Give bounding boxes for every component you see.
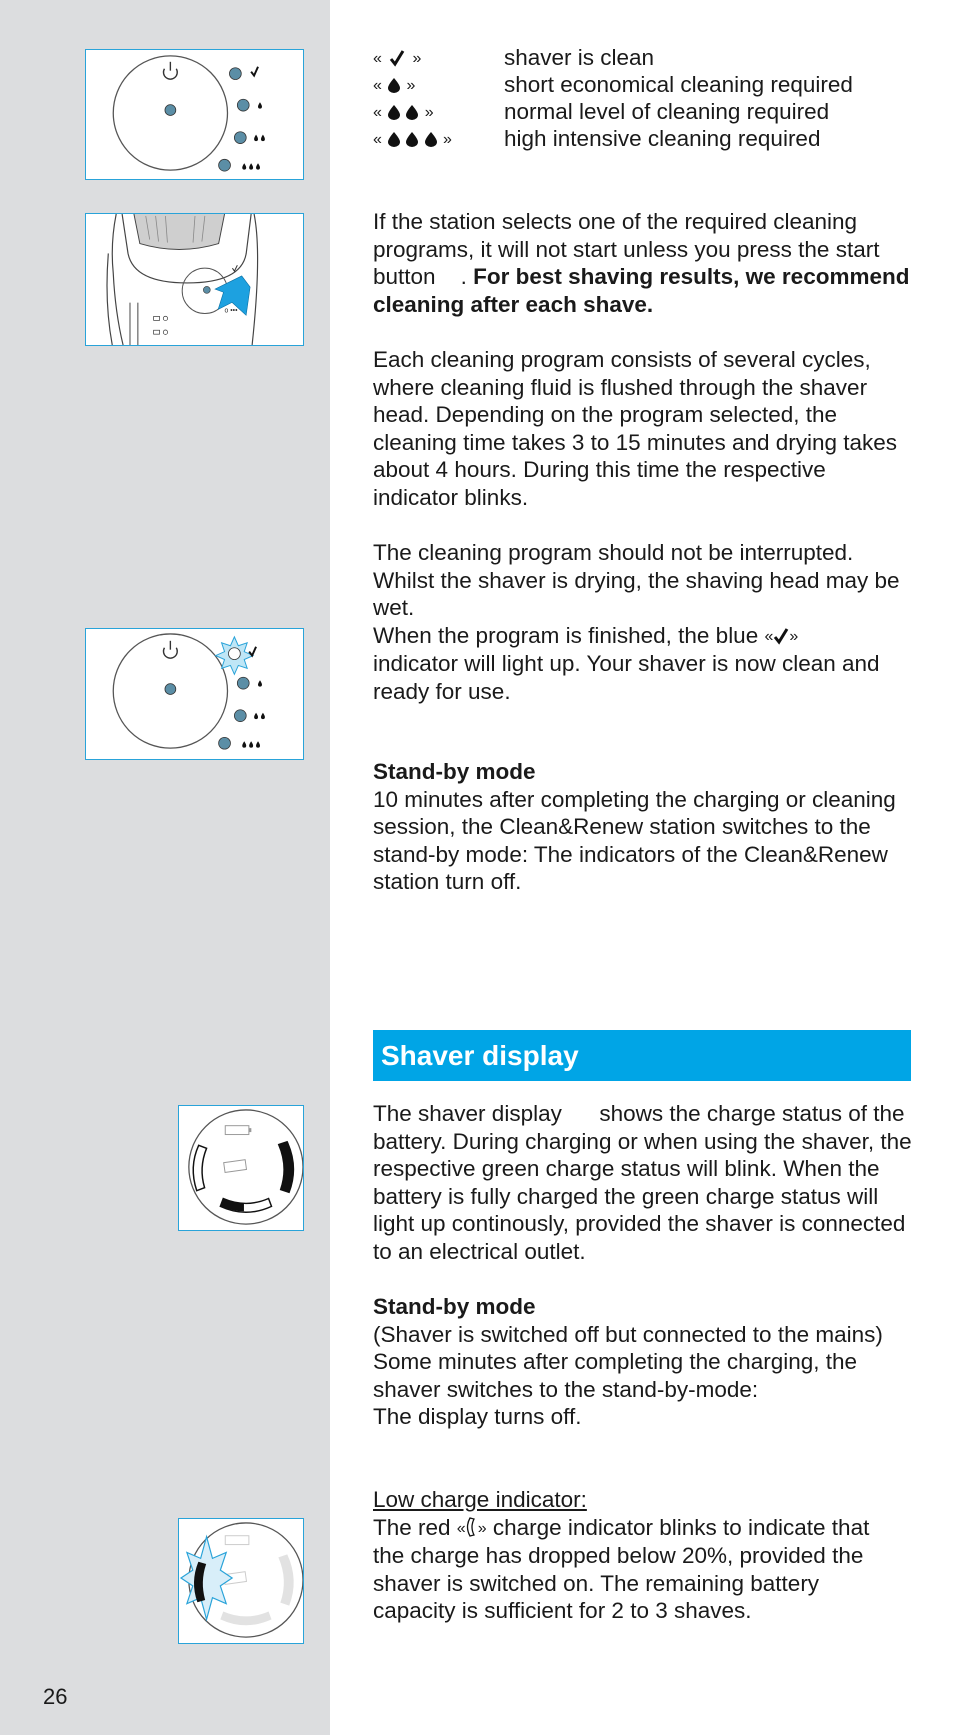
charge-segment-right — [278, 1141, 293, 1192]
standby-shaver-heading: Stand-by mode — [373, 1294, 536, 1319]
legend-symbol — [373, 125, 452, 154]
quote-close: » — [406, 77, 416, 94]
charge-segment-left — [193, 1145, 206, 1190]
low-charge-figure — [178, 1518, 304, 1644]
power-icon — [163, 641, 177, 658]
shaver-display-text: The shaver display — [373, 1101, 562, 1126]
cleaning-recommendation: For best shaving results, we recommend cleaning after each shave. — [373, 264, 910, 317]
legend-symbol — [373, 98, 434, 127]
standby-shaver-line2: Some minutes after completing the charging, the shaver switches to the stand-by-mode: — [373, 1349, 858, 1402]
shaver-display-text-cont: shows the charge status of the battery. During charging or when using the shaver, the respective green charge status will blink. When the battery is fully charged the green charge status will light up continously, provided the shaver is connected to an electrical outlet. — [373, 1101, 912, 1264]
quote-open: « — [373, 50, 382, 67]
quote-open: « — [373, 131, 382, 148]
start-button-dot — [165, 684, 176, 695]
interruption-paragraph — [373, 539, 913, 705]
warning-burst-icon — [181, 1537, 232, 1620]
indicator-one-drop — [237, 677, 249, 689]
legend-symbol — [373, 44, 421, 73]
clean-indicator-lit-figure — [85, 628, 304, 760]
quote-close: » — [412, 50, 422, 67]
low-charge-paragraph — [373, 1486, 873, 1625]
indicator-two-drops — [234, 132, 246, 144]
drop-icon — [406, 132, 418, 147]
battery-icon — [225, 1536, 249, 1545]
drop-icon — [388, 105, 400, 120]
quote-open: « — [456, 1519, 466, 1537]
legend-row-clean — [373, 44, 913, 72]
cleaning-start-paragraph — [373, 208, 913, 318]
indicator-one-drop — [237, 99, 249, 111]
standby-station-heading: Stand-by mode — [373, 759, 536, 784]
cleaning-start-text: If the station selects one of the required cleaning programs, it will not start unless you press the start button — [373, 209, 880, 289]
shaver-display-figure — [178, 1105, 304, 1231]
section-heading: Shaver display — [381, 1040, 579, 1071]
indicator-clean — [228, 648, 240, 660]
standby-station-text: 10 minutes after completing the charging or cleaning session, the Clean&Renew station switches to the stand-by mode: The indicators of the Clean&Renew station turn off. — [373, 786, 896, 894]
page-number: 26 — [43, 1684, 68, 1709]
cleaning-start-punct: . — [460, 264, 474, 289]
start-button — [203, 286, 210, 293]
legend-text: normal level of cleaning required — [504, 99, 830, 124]
quote-close: » — [442, 131, 452, 148]
shaver-display-heading-bar — [373, 1030, 911, 1081]
drop-icon — [388, 132, 400, 147]
legend-text: shaver is clean — [504, 45, 655, 70]
drop-icon — [425, 132, 437, 147]
interruption-text: The cleaning program should not be interrupted. Whilst the shaver is drying, the shaving head may be wet. — [373, 540, 900, 620]
quote-open: « — [373, 77, 382, 94]
quote-open: « — [373, 104, 382, 121]
legend-text: high intensive cleaning required — [504, 126, 821, 151]
drop-icon — [406, 105, 418, 120]
indicator-three-drops — [219, 159, 231, 171]
indicator-two-drops — [234, 710, 246, 722]
station-indicator-figure — [85, 49, 304, 180]
ready-text: indicator will light up. Your shaver is now clean and ready for use. — [373, 651, 880, 704]
program-description-paragraph: Each cleaning program consists of several cycles, where cleaning fluid is flushed through the shaver head. Depending on the program selected, the cleaning time takes 3 to 15 minutes and drying takes about 4 hours. During this time the respective indicator blinks. — [373, 347, 898, 510]
power-icon — [163, 62, 177, 79]
indicator-clean — [229, 68, 241, 80]
plug-icon — [224, 1160, 247, 1173]
quote-close: » — [477, 1519, 487, 1537]
legend-text: short economical cleaning required — [504, 72, 853, 97]
check-icon — [773, 627, 789, 645]
standby-shaver-paragraph — [373, 1293, 913, 1431]
standby-shaver-line1: (Shaver is switched off but connected to the mains) — [373, 1321, 883, 1347]
charge-segment-icon — [466, 1517, 478, 1537]
quote-open: « — [764, 627, 774, 645]
legend-symbol — [373, 71, 415, 100]
standby-station-paragraph — [373, 758, 913, 896]
check-icon — [251, 67, 258, 76]
quote-close: » — [424, 104, 434, 121]
finished-text: When the program is finished, the blue — [373, 622, 765, 648]
press-start-figure — [85, 213, 304, 346]
low-charge-text: The red — [373, 1514, 457, 1540]
shaver-head-icon — [134, 214, 225, 249]
drop-icon — [258, 102, 262, 108]
legend-row-two-drops — [373, 98, 913, 126]
indicator-three-drops — [219, 737, 231, 749]
quote-close: » — [789, 627, 799, 645]
shaver-display-paragraph — [373, 1100, 913, 1265]
legend-row-one-drop — [373, 71, 913, 99]
check-icon — [388, 49, 406, 67]
start-button-dot — [165, 105, 176, 116]
svg-text:o •••: o ••• — [224, 307, 238, 315]
drop-icon — [388, 78, 400, 93]
low-charge-text-cont: charge indicator blinks to indicate that the charge has dropped below 20%, provided the shaver is switched on. The remaining battery capacity is sufficient for 2 to 3 shaves. — [373, 1514, 870, 1623]
battery-icon — [225, 1126, 249, 1135]
legend-row-three-drops — [373, 125, 913, 153]
low-charge-heading: Low charge indicator: — [373, 1487, 587, 1512]
check-icon — [249, 647, 256, 656]
standby-shaver-line3: The display turns off. — [373, 1404, 582, 1429]
